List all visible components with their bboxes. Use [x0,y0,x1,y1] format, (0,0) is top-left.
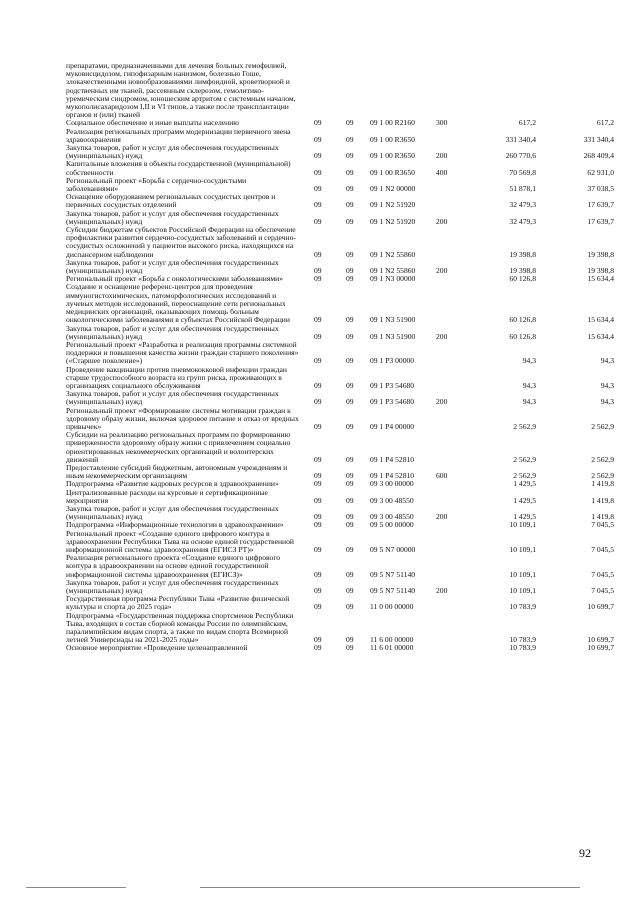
subsection-code: 09 [346,184,354,194]
expense-type-code: 200 [436,216,448,226]
table-row [66,193,614,209]
amount-year-2: 10 699,7 [587,602,614,612]
target-article-code: 11 0 00 00000 [370,602,414,612]
amount-year-2: 19 398,8 [587,249,614,259]
expense-type-code: 200 [436,151,448,161]
subsection-code: 09 [346,471,354,481]
subsection-code: 09 [346,544,354,554]
section-code: 09 [314,643,322,653]
subsection-code: 09 [346,315,354,325]
subsection-code: 09 [346,167,354,177]
row-name: Региональный проект «Борьба с сердечно-сосудистыми заболеваниями» [66,175,247,194]
subsection-code: 09 [346,602,354,612]
row-name: Региональный проект «Разработка и реализация программы системной поддержки и повышения качества жизни граждан старшего поколения» («Старшее поколение») [66,339,299,366]
amount-year-1: 260 770,6 [505,151,536,161]
table-row [66,259,614,275]
target-article-code: 09 3 00 00000 [370,479,414,489]
expense-type-code: 200 [436,397,448,407]
target-article-code: 09 1 P4 00000 [370,421,415,431]
table-row [66,530,614,555]
table-row [66,644,614,652]
target-article-code: 11 6 01 00000 [370,643,414,653]
section-code: 09 [314,602,322,612]
amount-year-2 [536,62,614,119]
amount-year-1: 617,2 [518,118,536,128]
section-code: 09 [314,586,322,595]
amount-year-1: 60 126,8 [509,315,536,325]
section-code: 09 [314,200,322,210]
footer-rule [200,887,580,888]
amount-year-1: 10 783,9 [509,643,536,653]
amount-year-2: 17 639,7 [587,216,614,226]
amount-year-2: 10 699,7 [587,643,614,653]
footer-rule [26,887,126,888]
row-name: Субсидии бюджетам субъектов Российской Федерации на обеспечение профилактики развития сердечно-сосудистых заболеваний и сердечно-сосудистых осложнений у пациентов высокого риска, находящихся на диспансерном наблюдении [66,225,296,259]
table-row [66,579,614,595]
section-code: 09 [314,495,322,505]
row-name: Социальное обеспечение и иные выплаты населению [66,118,239,128]
amount-year-2: 268 409,4 [583,151,614,161]
section-code: 09 [314,356,322,366]
table-row [66,407,614,432]
amount-year-1: 60 126,8 [509,274,536,284]
target-article-code: 09 1 P3 54680 [370,380,415,390]
target-article-code: 09 1 00 R3650 [370,167,415,177]
section-code: 09 [314,184,322,194]
table-row [66,62,614,119]
table-row [66,612,614,645]
table-row [66,366,614,391]
section-code: 09 [314,134,322,144]
row-name: Подпрограмма «Развитие кадровых ресурсов в здравоохранении» [66,479,279,489]
target-article-code: 09 1 00 R3650 [370,151,415,161]
amount-year-1: 32 479,3 [509,216,536,226]
page-number: 92 [579,846,591,860]
subsection-code [336,62,368,119]
row-name: Реализация регионального проекта «Создание единого цифрового контура в здравоохранении на основе единой государственной информационной системы здравоохранения (ЕГИСЗ)» [66,553,281,579]
table-row [66,341,614,366]
target-article-code: 09 1 N3 51900 [370,331,416,341]
subsection-code: 09 [346,249,354,259]
row-name: Реализация региональных программ модернизации первичного звена здравоохранения [66,126,291,144]
subsection-code: 09 [346,454,354,464]
target-article-code: 09 1 N2 55860 [370,266,416,276]
row-name: Субсидии на реализацию региональных программ по формированию приверженности здоровому образу жизни с привлечением социально ориентированных некоммерческих организаций и волонтерских движений [66,430,291,464]
target-article-code: 09 1 P4 52810 [370,471,415,481]
amount-year-2: 7 045,5 [591,544,614,554]
target-article-code: 09 1 N2 51920 [370,216,416,226]
subsection-code: 09 [346,274,354,284]
expense-type-code [432,341,468,366]
subsection-code: 09 [346,520,354,530]
expense-type-code [432,431,468,464]
target-article-code: 09 1 N2 51920 [370,200,416,210]
amount-year-2: 1 419,8 [591,512,614,522]
expense-type-code [432,480,468,488]
amount-year-2: 19 398,8 [587,266,614,276]
subsection-code: 09 [346,643,354,653]
table-row [66,390,614,406]
row-name: Создание и оснащение референс-центров для проведения иммуногистохимических, патоморфологических исследований и лучевых методов исследований, переоснащение сети региональных медицинских организаций, оказывающих помощь больным онкологическими заболеваниями в субъектах Российской Федерации [66,282,290,325]
expense-type-code: 200 [436,266,448,276]
subsection-code: 09 [346,635,354,645]
expense-type-code: 200 [436,512,448,522]
table-row [66,128,614,144]
row-name: Закупка товаров, работ и услуг для обеспечения государственных (муниципальных) нужд [66,143,279,161]
expense-type-code [432,275,468,283]
expense-type-code [432,62,468,119]
row-name: Закупка товаров, работ и услуг для обеспечения государственных (муниципальных) нужд [66,257,279,276]
expense-type-code [432,521,468,529]
section-code: 09 [314,151,322,161]
amount-year-1: 10 109,1 [509,520,536,530]
expense-type-code [432,283,468,324]
section-code: 09 [314,167,322,177]
section-code: 09 [314,118,322,128]
amount-year-1: 10 109,1 [509,569,536,579]
amount-year-1: 51 878,1 [509,184,536,194]
table-row [66,283,614,324]
section-code: 09 [314,266,322,276]
target-article-code: 09 1 P3 54680 [370,397,415,407]
amount-year-2: 10 699,7 [587,635,614,645]
section-code: 09 [314,454,322,464]
section-code: 09 [314,274,322,284]
target-article-code: 09 1 N2 00000 [370,184,416,194]
amount-year-2: 617,2 [596,118,614,128]
amount-year-2: 7 045,5 [591,520,614,530]
subsection-code: 09 [346,118,354,128]
expense-type-code [432,193,468,209]
section-code: 09 [314,216,322,226]
amount-year-1: 19 398,8 [509,266,536,276]
table-row [66,489,614,505]
expense-type-code [432,177,468,193]
row-name: Оснащение оборудованием региональных сосудистых центров и первичных сосудистых отделений [66,192,276,210]
target-article-code: 09 1 P4 52810 [370,454,415,464]
target-article-code: 09 5 N7 51140 [370,569,416,579]
row-name: Закупка товаров, работ и услуг для обеспечения государственных (муниципальных) нужд [66,577,279,595]
subsection-code: 09 [346,421,354,431]
target-article-code: 11 6 00 00000 [370,635,414,645]
amount-year-2: 15 634,4 [587,315,614,325]
row-name: Государственная программа Республики Тыва «Развитие физической культуры и спорта до 2025 года» [66,594,290,612]
subsection-code: 09 [346,397,354,407]
amount-year-2: 17 639,7 [587,200,614,210]
expense-type-code: 600 [436,471,448,481]
expense-type-code: 200 [436,331,448,341]
amount-year-1: 19 398,8 [509,249,536,259]
amount-year-1: 10 783,9 [509,635,536,645]
row-name: препаратами, предназначенными для лечения больных гемофилией, муковисцидозом, гипофизарным нанизмом, болезнью Гоше, злокачественными новообразованиями лимфоидной, кроветворной и родственных им тканей, рассеянным склерозом, гемолитико-уремическим синдромом, юношеским артритом с системным началом, мукополисахаридозом I,II и VI типов, а также после трансплантации органов и (или) тканей [66,61,296,120]
target-article-code: 09 3 00 48550 [370,495,414,505]
amount-year-1: 10 783,9 [509,602,536,612]
target-article-code: 09 5 N7 00000 [370,544,416,554]
subsection-code: 09 [346,200,354,210]
target-article-code: 09 3 00 48550 [370,512,414,522]
amount-year-1: 10 109,1 [509,586,536,595]
amount-year-1: 2 562,9 [513,454,536,464]
section-code: 09 [314,249,322,259]
subsection-code: 09 [346,586,354,595]
amount-year-2: 1 419,8 [591,495,614,505]
amount-year-1: 2 562,9 [513,421,536,431]
expense-type-code [432,595,468,611]
table-row [66,464,614,480]
subsection-code: 09 [346,266,354,276]
subsection-code: 09 [346,512,354,522]
section-code: 09 [314,471,322,481]
amount-year-2: 94,3 [600,356,614,366]
row-name: Централизованные расходы на курсовые и сертификационные мероприятия [66,487,268,505]
row-name: Региональный проект «Создание единого цифрового контура в здравоохранении Республики Тыва на основе единой государственной информационной системы здравоохранения (ЕГИСЗ РТ)» [66,528,294,554]
expense-type-code: 400 [436,167,448,177]
expense-type-code [432,554,468,579]
amount-year-1: 1 429,5 [513,479,536,489]
target-article-code: 09 1 N2 55860 [370,249,416,259]
amount-year-1: 70 569,8 [509,167,536,177]
target-article-code: 09 5 N7 51140 [370,586,416,595]
section-code: 09 [314,569,322,579]
target-article-code: 09 1 N3 51900 [370,315,416,325]
amount-year-2: 62 931,0 [587,167,614,177]
section-code: 09 [314,635,322,645]
section-code: 09 [314,421,322,431]
expense-type-code [432,644,468,652]
row-name: Закупка товаров, работ и услуг для обеспечения государственных (муниципальных) нужд [66,503,279,522]
table-row [66,144,614,160]
amount-year-2: 15 634,4 [587,274,614,284]
expense-type-code [432,407,468,432]
expense-type-code [432,489,468,505]
amount-year-2: 7 045,5 [591,569,614,579]
amount-year-1: 94,3 [522,356,536,366]
table-row [66,554,614,579]
amount-year-2: 2 562,9 [591,421,614,431]
expense-type-code: 200 [436,586,448,595]
section-code: 09 [314,397,322,407]
row-name: Проведение вакцинации против пневмококковой инфекции граждан старше трудоспособного возраста из групп риска, проживающих в организациях социального обслуживания [66,364,287,390]
amount-year-2: 331 340,4 [583,134,614,144]
subsection-code: 09 [346,216,354,226]
table-row [66,505,614,521]
row-name: Региональный проект «Формирование системы мотивации граждан к здоровому образу жизни, включая здоровое питание и отказ от вредных привычек» [66,405,299,431]
amount-year-2: 37 038,5 [587,184,614,194]
amount-year-1: 1 429,5 [513,495,536,505]
row-name: Подпрограмма «Информационные технологии в здравоохранении» [66,520,284,530]
expense-type-code: 300 [436,118,448,128]
expense-type-code [432,612,468,645]
section-code: 09 [314,479,322,489]
amount-year-2: 94,3 [600,380,614,390]
section-code [304,62,336,119]
expense-type-code [432,128,468,144]
table-row [66,325,614,341]
section-code: 09 [314,520,322,530]
subsection-code: 09 [346,331,354,341]
budget-table [66,62,614,653]
subsection-code: 09 [346,151,354,161]
target-article-code: 09 1 P3 00000 [370,356,415,366]
amount-year-1: 60 126,8 [509,331,536,341]
row-name: Закупка товаров, работ и услуг для обеспечения государственных (муниципальных) нужд [66,208,279,226]
table-row [66,431,614,464]
amount-year-2: 2 562,9 [591,454,614,464]
amount-year-2: 2 562,9 [591,471,614,481]
amount-year-2: 15 634,4 [587,331,614,341]
target-article-code: 09 1 00 R3650 [370,134,415,144]
target-article-code: 09 1 00 R2160 [370,118,415,128]
subsection-code: 09 [346,356,354,366]
target-article-code: 09 5 00 00000 [370,520,414,530]
amount-year-1: 331 340,4 [505,134,536,144]
amount-year-2: 1 419,8 [591,479,614,489]
section-code: 09 [314,512,322,522]
subsection-code: 09 [346,495,354,505]
target-article-code [368,62,432,119]
target-article-code: 09 1 N3 00000 [370,274,416,284]
subsection-code: 09 [346,479,354,489]
amount-year-1: 32 479,3 [509,200,536,210]
table-row [66,210,614,226]
row-name: Предоставление субсидий бюджетным, автономным учреждениям и иным некоммерческим организациям [66,462,288,481]
row-name: Закупка товаров, работ и услуг для обеспечения государственных (муниципальных) нужд [66,389,279,407]
expense-type-code [432,366,468,391]
table-row [66,160,614,176]
table-row [66,595,614,611]
section-code: 09 [314,544,322,554]
table-row [66,226,614,259]
expense-type-code [432,226,468,259]
section-code: 09 [314,331,322,341]
amount-year-2: 7 045,5 [591,586,614,595]
amount-year-1: 1 429,5 [513,512,536,522]
row-name: Закупка товаров, работ и услуг для обеспечения государственных (муниципальных) нужд [66,323,279,341]
amount-year-1: 94,3 [522,380,536,390]
budget-table-body [66,62,614,653]
section-code: 09 [314,380,322,390]
subsection-code: 09 [346,134,354,144]
subsection-code: 09 [346,380,354,390]
row-name: Капитальные вложения в объекты государственной (муниципальной) собственности [66,159,291,177]
row-name: Основное мероприятие «Проведение целенаправленной [66,643,248,653]
row-name: Региональный проект «Борьба с онкологическими заболеваниями» [66,274,284,284]
amount-year-1: 2 562,9 [513,471,536,481]
amount-year-1 [468,62,536,119]
row-name: Подпрограмма «Государственная поддержка спортсменов Республики Тыва, входящих в состав сборной команды России по олимпийским, паралимпийским видам спорта, а также по видам спорта Всемирной летней Универсиады на 2021-2025 годы» [66,610,294,645]
expense-type-code [432,530,468,555]
subsection-code: 09 [346,569,354,579]
section-code: 09 [314,315,322,325]
table-row [66,177,614,193]
amount-year-2: 94,3 [600,397,614,407]
amount-year-1: 94,3 [522,397,536,407]
amount-year-1: 10 109,1 [509,544,536,554]
